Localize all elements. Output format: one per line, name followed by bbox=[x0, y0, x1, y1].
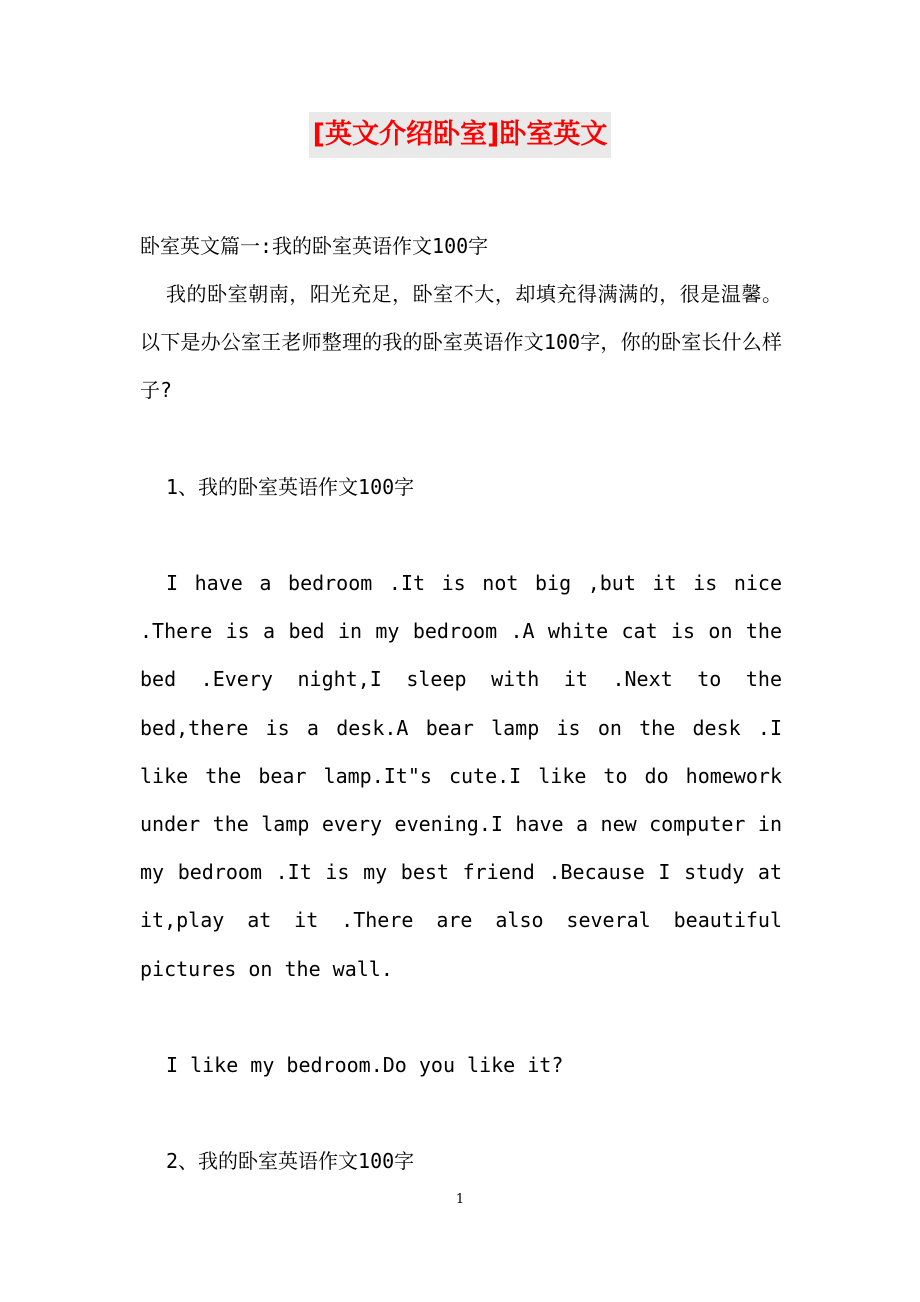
essay-closing: I like my bedroom.Do you like it? bbox=[166, 1053, 564, 1077]
section-heading: 卧室英文篇一:我的卧室英语作文100字 bbox=[140, 234, 489, 258]
item1-heading: 1、我的卧室英语作文100字 bbox=[166, 475, 415, 499]
essay-paragraph: I have a bedroom .It is not big ,but it is nice .There is a bed in my bedroom .A white cat is on the bed .Every night,I sleep with it .Next to the bed,there is a desk.A bear lamp is on the desk .I like the bear lamp.It"s cute.I like to do homework under the lamp every evening.I have a new computer in my bedroom .It is my best friend .Because I study at it,play at it .There are also several beautiful pictures on the wall. bbox=[140, 571, 782, 981]
title-container bbox=[0, 112, 920, 158]
item2-heading: 2、我的卧室英语作文100字 bbox=[166, 1149, 415, 1173]
document-title: [英文介绍卧室]卧室英文 bbox=[309, 112, 612, 158]
page-number: 1 bbox=[455, 1192, 465, 1207]
intro-paragraph: 我的卧室朝南，阳光充足，卧室不大，却填充得满满的，很是温馨。以下是办公室王老师整理的我的卧室英语作文100字，你的卧室长什么样子? bbox=[140, 282, 782, 403]
